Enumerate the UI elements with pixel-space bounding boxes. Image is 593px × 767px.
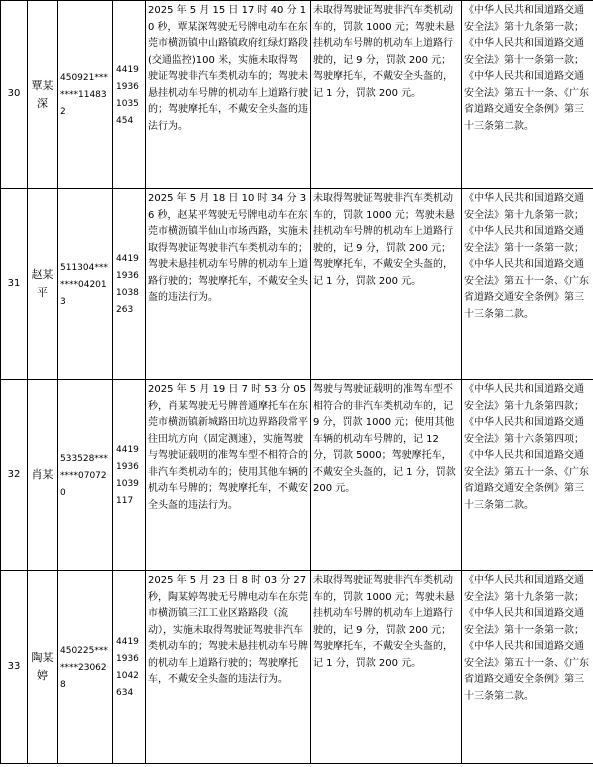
penalty-content: 未取得驾驶证驾驶非汽车类机动车的，罚款 1000 元；驾驶未悬挂机动车号牌的机动车上道路行驶的，记 9 分，罚款 200 元；驾驶摩托车，不戴安全头盔的，记 1 分，罚款 200 元。 [311, 571, 462, 764]
id-number: 450225*******230628 [58, 571, 113, 764]
case-number: 441919361042634 [113, 571, 146, 764]
table-row [1, 1, 593, 189]
legal-basis: 《中华人民共和国道路交通安全法》第十九条第一款；《中华人民共和国道路交通安全法》第十一条第一款；《中华人民共和国道路交通安全法》第五十一条、《广东省道路交通安全条例》第三十三条第二款。 [462, 571, 593, 764]
id-number: 533528*******070720 [58, 380, 113, 571]
table-row [1, 380, 593, 571]
table-row [1, 571, 593, 764]
person-name: 陶某婷 [28, 571, 58, 764]
penalty-content: 驾驶与驾驶证载明的准驾车型不相符合的非汽车类机动车的，记 9 分，罚款 1000 元；使用其他车辆的机动车号牌的，记 12 分，罚款 5000；驾驶摩托车，不戴安全头盔的，记 1 分，罚款 200 元。 [311, 380, 462, 571]
row-number: 31 [1, 189, 28, 380]
penalty-content: 未取得驾驶证驾驶非汽车类机动车的，罚款 1000 元；驾驶未悬挂机动车号牌的机动车上道路行驶的，记 9 分，罚款 200 元；驾驶摩托车，不戴安全头盔的，记 1 分，罚款 200 元。 [311, 189, 462, 380]
legal-basis: 《中华人民共和国道路交通安全法》第十九条第一款；《中华人民共和国道路交通安全法》第十一条第一款；《中华人民共和国道路交通安全法》第五十一条、《广东省道路交通安全条例》第三十三条第二款。 [462, 1, 593, 189]
row-number: 33 [1, 571, 28, 764]
legal-basis: 《中华人民共和国道路交通安全法》第十九条第一款；《中华人民共和国道路交通安全法》第十一条第一款；《中华人民共和国道路交通安全法》第五十一条、《广东省道路交通安全条例》第三十三条第二款。 [462, 189, 593, 380]
person-name: 肖某 [28, 380, 58, 571]
case-number: 441919361035454 [113, 1, 146, 189]
case-number: 441919361038263 [113, 189, 146, 380]
legal-basis: 《中华人民共和国道路交通安全法》第十九条第四款；《中华人民共和国道路交通安全法》第十六条第四项；《中华人民共和国道路交通安全法》第五十一条、《广东省道路交通安全条例》第三十三条第二款。 [462, 380, 593, 571]
case-number: 441919361039117 [113, 380, 146, 571]
violation-fact: 2025 年 5 月 18 日 10 时 34 分 36 秒，赵某平驾驶无号牌电动车在东莞市横沥镇半仙山市场西路，实施未取得驾驶证驾驶非汽车类机动车的；驾驶未悬挂机动车号牌的机动车上道路行驶的；驾驶摩托车，不戴安全头盔的违法行为。 [146, 189, 311, 380]
penalty-content: 未取得驾驶证驾驶非汽车类机动车的，罚款 1000 元；驾驶未悬挂机动车号牌的机动车上道路行驶的，记 9 分，罚款 200 元；驾驶摩托车，不戴安全头盔的，记 1 分，罚款 200 元。 [311, 1, 462, 189]
id-number: 511304*******042013 [58, 189, 113, 380]
violation-fact: 2025 年 5 月 23 日 8 时 03 分 27 秒，陶某婷驾驶无号牌电动车在东莞市横沥镇三江工业区路路段（流动），实施未取得驾驶证驾驶非汽车类机动车的；驾驶未悬挂机动车号牌的机动车上道路行驶的；驾驶摩托车，不戴安全头盔的违法行为。 [146, 571, 311, 764]
person-name: 覃某深 [28, 1, 58, 189]
row-number: 32 [1, 380, 28, 571]
person-name: 赵某平 [28, 189, 58, 380]
violation-fact: 2025 年 5 月 19 日 7 时 53 分 05 秒，肖某驾驶无号牌普通摩托车在东莞市横沥镇新城路田坑边界路段常平往田坑方向（固定测速），实施驾驶与驾驶证载明的准驾车型不相符合的非汽车类机动车的；使用其他车辆的机动车号牌的；驾驶摩托车，不戴安全头盔的违法行为。 [146, 380, 311, 571]
id-number: 450921*******114832 [58, 1, 113, 189]
row-number: 30 [1, 1, 28, 189]
table-row [1, 189, 593, 380]
violation-fact: 2025 年 5 月 15 日 17 时 40 分 10 秒，覃某深驾驶无号牌电动车在东莞市横沥镇中山路镇政府红绿灯路段(交通监控)100 米，实施未取得驾驶证驾驶非汽车类机动车的；驾驶未悬挂机动车号牌的机动车上道路行驶的；驾驶摩托车，不戴安全头盔的违法行为。 [146, 1, 311, 189]
